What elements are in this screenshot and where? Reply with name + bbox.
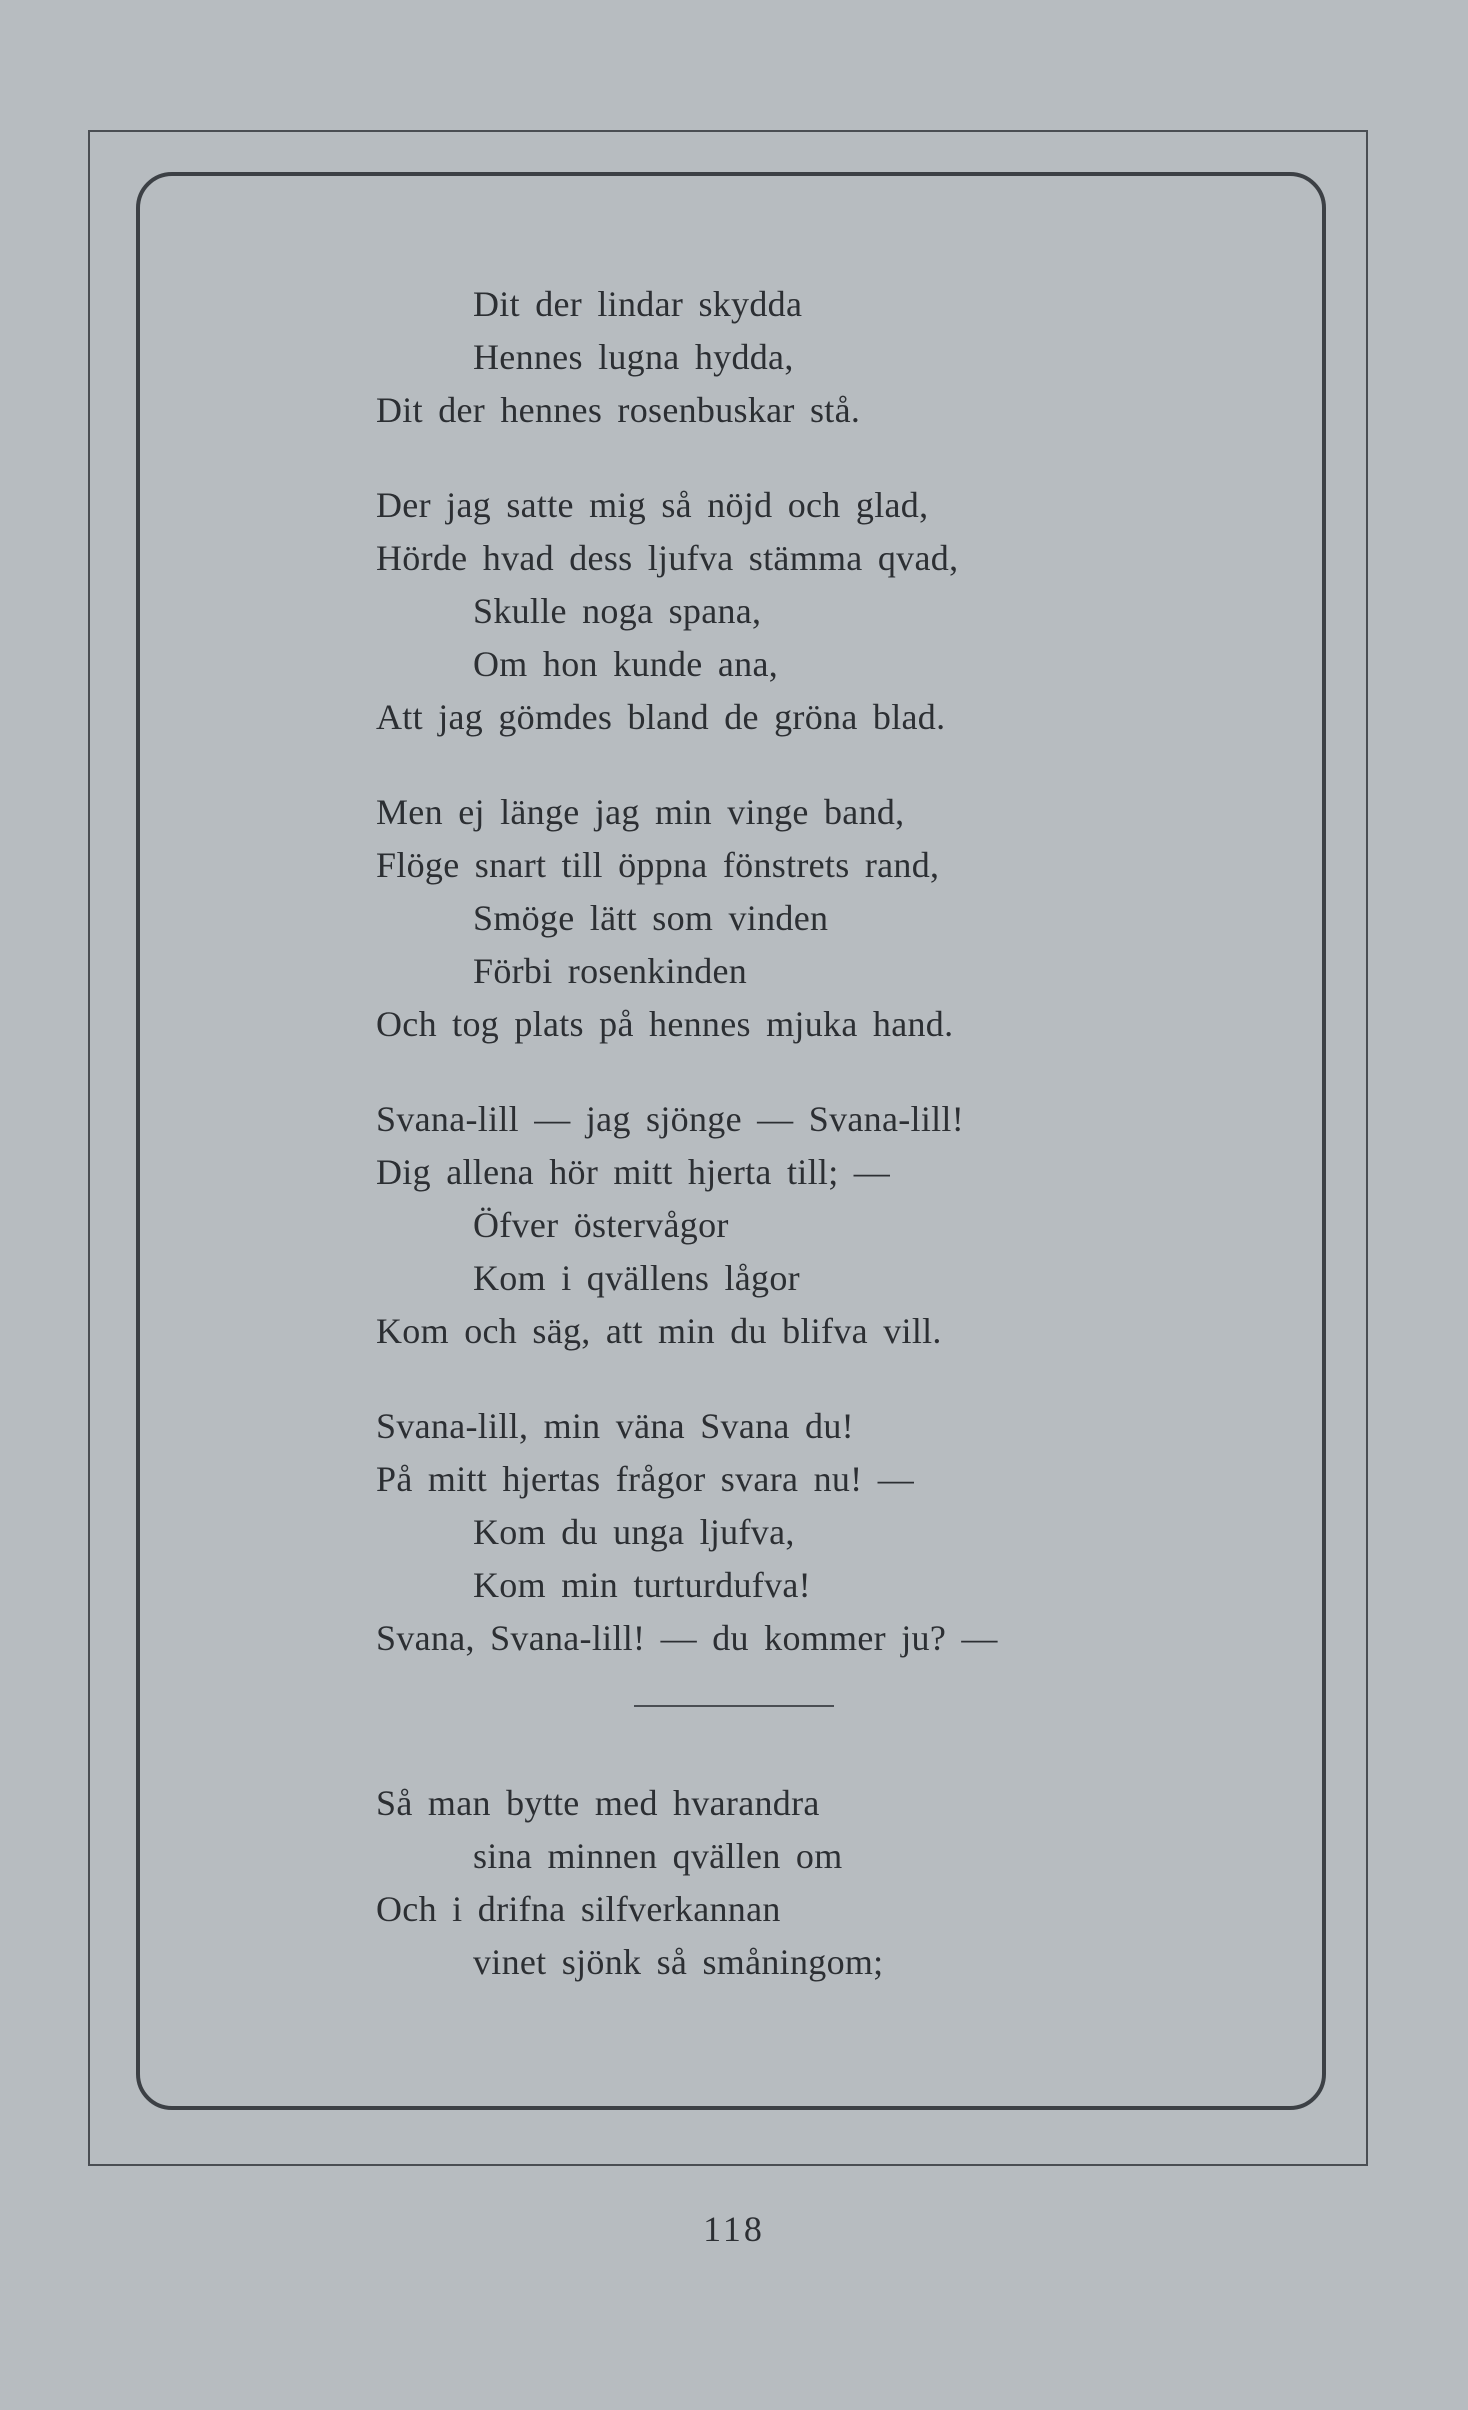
poem-line: Och tog plats på hennes mjuka hand. [376, 1004, 954, 1044]
stanza-5 [376, 1400, 1236, 1665]
poem-line: Dit der lindar skydda [473, 284, 803, 324]
poem-line: Skulle noga spana, [473, 591, 762, 631]
poem-line: Kom i qvällens lågor [473, 1258, 800, 1298]
poem-line: Så man bytte med hvarandra [376, 1783, 820, 1823]
stanza-3 [376, 786, 1236, 1051]
poem-line: Hörde hvad dess ljufva stämma qvad, [376, 538, 959, 578]
poem-line: sina minnen qvällen om [473, 1836, 843, 1876]
poem-line: Öfver östervågor [473, 1205, 729, 1245]
poem-line: Kom min turturdufva! [473, 1565, 811, 1605]
stanza-2 [376, 479, 1236, 744]
poem-line: Och i drifna silfverkannan [376, 1889, 781, 1929]
poem-text [376, 278, 1236, 2031]
poem-line: Dit der hennes rosenbuskar stå. [376, 390, 861, 430]
poem-line: Men ej länge jag min vinge band, [376, 792, 905, 832]
poem-line: Att jag gömdes bland de gröna blad. [376, 697, 946, 737]
poem-line: Förbi rosenkinden [473, 951, 748, 991]
poem-line: Hennes lugna hydda, [473, 337, 794, 377]
poem-line: Flöge snart till öppna fönstrets rand, [376, 845, 940, 885]
poem-line: Kom du unga ljufva, [473, 1512, 795, 1552]
page-number: 118 [703, 2209, 765, 2249]
poem-line: På mitt hjertas frågor svara nu! — [376, 1459, 915, 1499]
stanza-4 [376, 1093, 1236, 1358]
section-divider [634, 1705, 834, 1707]
poem-line: Om hon kunde ana, [473, 644, 779, 684]
poem-line: Kom och säg, att min du blifva vill. [376, 1311, 942, 1351]
poem-line: Der jag satte mig så nöjd och glad, [376, 485, 929, 525]
final-stanza [376, 1777, 1236, 1989]
poem-line: Svana-lill — jag sjönge — Svana-lill! [376, 1099, 965, 1139]
poem-line: Svana-lill, min väna Svana du! [376, 1406, 854, 1446]
poem-line: vinet sjönk så småningom; [473, 1942, 884, 1982]
poem-line: Dig allena hör mitt hjerta till; — [376, 1152, 891, 1192]
stanza-1 [376, 278, 1236, 437]
poem-line: Svana, Svana-lill! — du kommer ju? — [376, 1618, 998, 1658]
poem-line: Smöge lätt som vinden [473, 898, 829, 938]
